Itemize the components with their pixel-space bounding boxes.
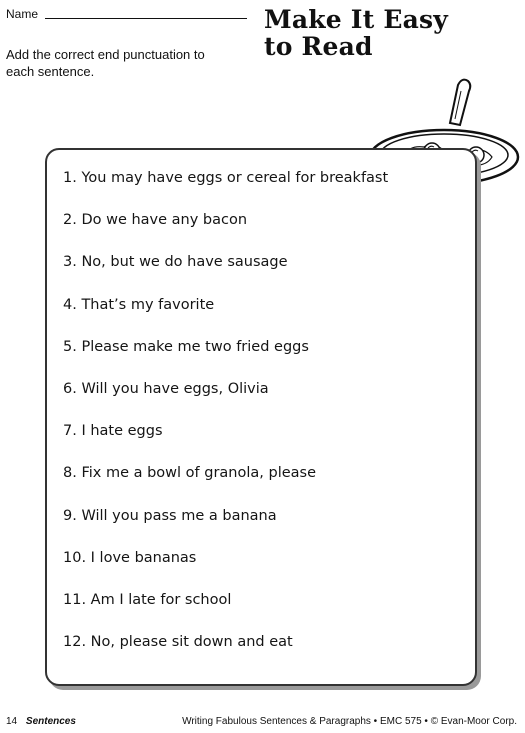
sentence-item: 6. Will you have eggs, Olivia	[63, 380, 269, 397]
sentence-item: 1. You may have eggs or cereal for breakfast	[63, 170, 389, 186]
sentence-item: 12. No, please sit down and eat	[63, 634, 293, 651]
title-line-2: to Read	[264, 32, 373, 61]
sentence-item: 7. I hate eggs	[63, 423, 163, 440]
footer-credit: Writing Fabulous Sentences & Paragraphs • EMC 575 • © Evan-Moor Corp.	[182, 716, 517, 727]
name-write-line	[45, 18, 247, 19]
name-label: Name	[6, 7, 39, 21]
worksheet-title	[264, 6, 448, 60]
sentence-item: 11. Am I late for school	[63, 591, 232, 608]
sentence-item: 2. Do we have any bacon	[63, 212, 248, 229]
sentence-item: 3. No, but we do have sausage	[63, 254, 288, 271]
sentence-list	[63, 170, 388, 676]
page-number: 14	[6, 716, 18, 727]
sentence-item: 4. That’s my favorite	[63, 296, 215, 313]
title-line-1: Make It Easy	[264, 5, 449, 34]
section-name: Sentences	[25, 716, 76, 727]
sentence-item: 5. Please make me two fried eggs	[63, 338, 309, 355]
sentence-panel	[45, 148, 477, 686]
sentence-item: 8. Fix me a bowl of granola, please	[63, 465, 317, 482]
instructions: Add the correct end punctuation to each sentence.	[6, 47, 205, 79]
sentence-item: 9. Will you pass me a banana	[63, 507, 277, 524]
footer-left	[6, 716, 76, 727]
sentence-item: 10. I love bananas	[63, 549, 197, 566]
